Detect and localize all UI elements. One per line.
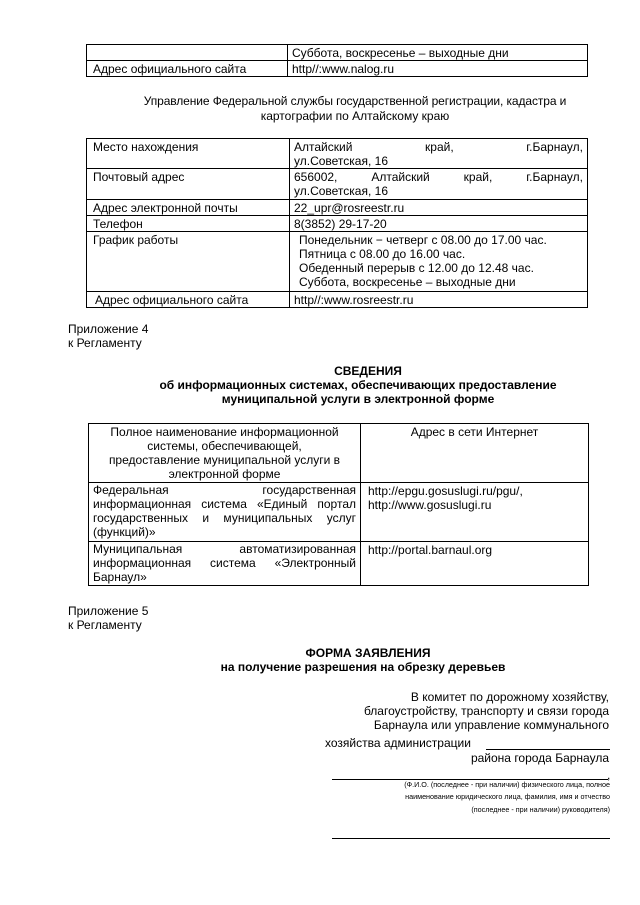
addressee-district-line: района города Барнаула [470,751,609,765]
site-value: http//:www.rosreestr.ru [290,291,588,307]
appendix4-line2: к Регламенту [68,336,142,351]
addressee-line: благоустройству, транспорту и связи города [363,704,609,719]
appendix4-subtitle1: об информационных системах, обеспечивающих предоставление [159,378,557,393]
table-row [89,424,589,483]
table-cell [87,45,288,61]
table-row [87,45,588,61]
row1-line: информационная система «Единый портал [93,496,356,511]
col1-header [89,424,361,483]
col1-header-line: системы, обеспечивающей, [147,439,302,454]
location-value [290,139,588,169]
table-row [87,199,588,215]
row1-urls [361,482,589,541]
col2-header: Адрес в сети Интернет [361,424,589,483]
appendix5-title: ФОРМА ЗАЯВЛЕНИЯ [305,646,431,660]
location-word: г.Барнаул, [526,140,583,154]
postal-label: Почтовый адрес [87,169,290,199]
schedule-line: Обеденный перерыв с 12.00 до 12.48 час. [299,261,534,276]
rosreestr-heading-line1: Управление Федеральной службы государственной регистрации, кадастра и [143,94,567,108]
col1-header-line: Полное наименование информационной [110,425,339,439]
postal-word: край, [463,170,493,185]
addressee-block [300,690,609,732]
tax-office-table-tail [86,44,588,77]
site-label: Адрес официального сайта [87,291,290,307]
table-row [87,291,588,307]
col1-header-line: предоставление муниципальной услуги в [108,453,341,468]
addressee-line: Барнаула или управление коммунального [373,718,609,733]
applicant-hint-line: (Ф.И.О. (последнее - при наличии) физического лица, полное [404,780,610,789]
schedule-line: Суббота, воскресенье – выходные дни [299,275,516,290]
appendix4-subtitle2: муниципальной услуги в электронной форме [221,392,495,407]
schedule-line: Пятница с 08.00 до 16.00 час. [299,247,466,262]
appendix4-reference [68,322,148,350]
appendix5-reference [68,604,148,632]
row2-name [89,541,361,585]
row1-url-link[interactable]: http://www.gosuslugi.ru [368,497,492,512]
appendix4-title-block [86,364,630,406]
table-cell: http//:www.nalog.ru [288,61,588,77]
addressee-line: В комитет по дорожному хозяйству, [410,690,609,704]
table-row [89,541,589,585]
row2-url-link[interactable]: http://portal.barnaul.org [368,542,493,557]
appendix5-line2: к Регламенту [68,618,142,633]
row2-word: автоматизированная [239,541,356,556]
phone-value: 8(3852) 29-17-20 [290,215,588,231]
row2-line-last: Барнаул» [93,569,147,584]
postal-street: ул.Советская, 16 [294,184,388,199]
table-row [89,482,589,541]
appendix5-line1: Приложение 5 [68,604,149,618]
table-row [87,231,588,291]
appendix5-subtitle: на получение разрешения на обрезку деревьев [220,660,506,675]
table-cell: Суббота, воскресенье – выходные дни [288,45,588,61]
applicant-hint-line: наименование юридического лица, фамилия, имя и отчество [405,792,610,802]
rosreestr-table [86,138,588,308]
location-word: Алтайский [294,140,353,154]
col1-header-line: электронной форме [168,467,281,482]
table-row [87,215,588,231]
postal-value [290,169,588,199]
row1-line-last: (функций)» [93,525,156,540]
row2-line: информационная система «Электронный [93,555,356,570]
schedule-label: График работы [87,231,290,291]
applicant-hint [300,781,610,814]
location-label: Место нахождения [87,139,290,169]
row1-line: государственных и муниципальных услуг [93,510,356,525]
row1-url-link[interactable]: http://epgu.gosuslugi.ru/pgu/, [368,483,523,498]
row2-urls [361,541,589,585]
location-word: край, [425,140,454,154]
postal-word: г.Барнаул, [526,170,583,185]
row2-word: Муниципальная [93,541,183,556]
row1-name [89,482,361,541]
table-row [87,61,588,77]
postal-word: 656002, [294,170,338,185]
phone-label: Телефон [87,215,290,231]
email-label: Адрес электронной почты [87,199,290,215]
admin-name-blank [486,749,610,750]
table-cell: Адрес официального сайта [87,61,288,77]
info-systems-table [88,423,589,586]
schedule-value [290,231,588,291]
appendix5-title-block [90,646,630,674]
rosreestr-heading [120,94,590,123]
applicant-hint-line: (последнее - при наличии) руководителя) [471,805,610,815]
rosreestr-heading-line2: картографии по Алтайскому краю [260,109,450,124]
applicant-comma: , [607,768,611,782]
table-row [87,139,588,169]
addressee-admin-line: хозяйства администрации [325,736,471,750]
email-value: 22_upr@rosreestr.ru [290,199,588,215]
appendix4-line1: Приложение 4 [68,322,149,336]
row1-word: государственная [262,482,356,497]
applicant-extra-blank [332,838,610,839]
location-street: ул.Советская, 16 [294,154,388,169]
row1-word: Федеральная [93,482,169,497]
schedule-line: Понедельник − четверг с 08.00 до 17.00 час. [299,232,547,247]
appendix4-title: СВЕДЕНИЯ [334,364,402,378]
postal-word: Алтайский [371,170,430,185]
table-row [87,169,588,199]
